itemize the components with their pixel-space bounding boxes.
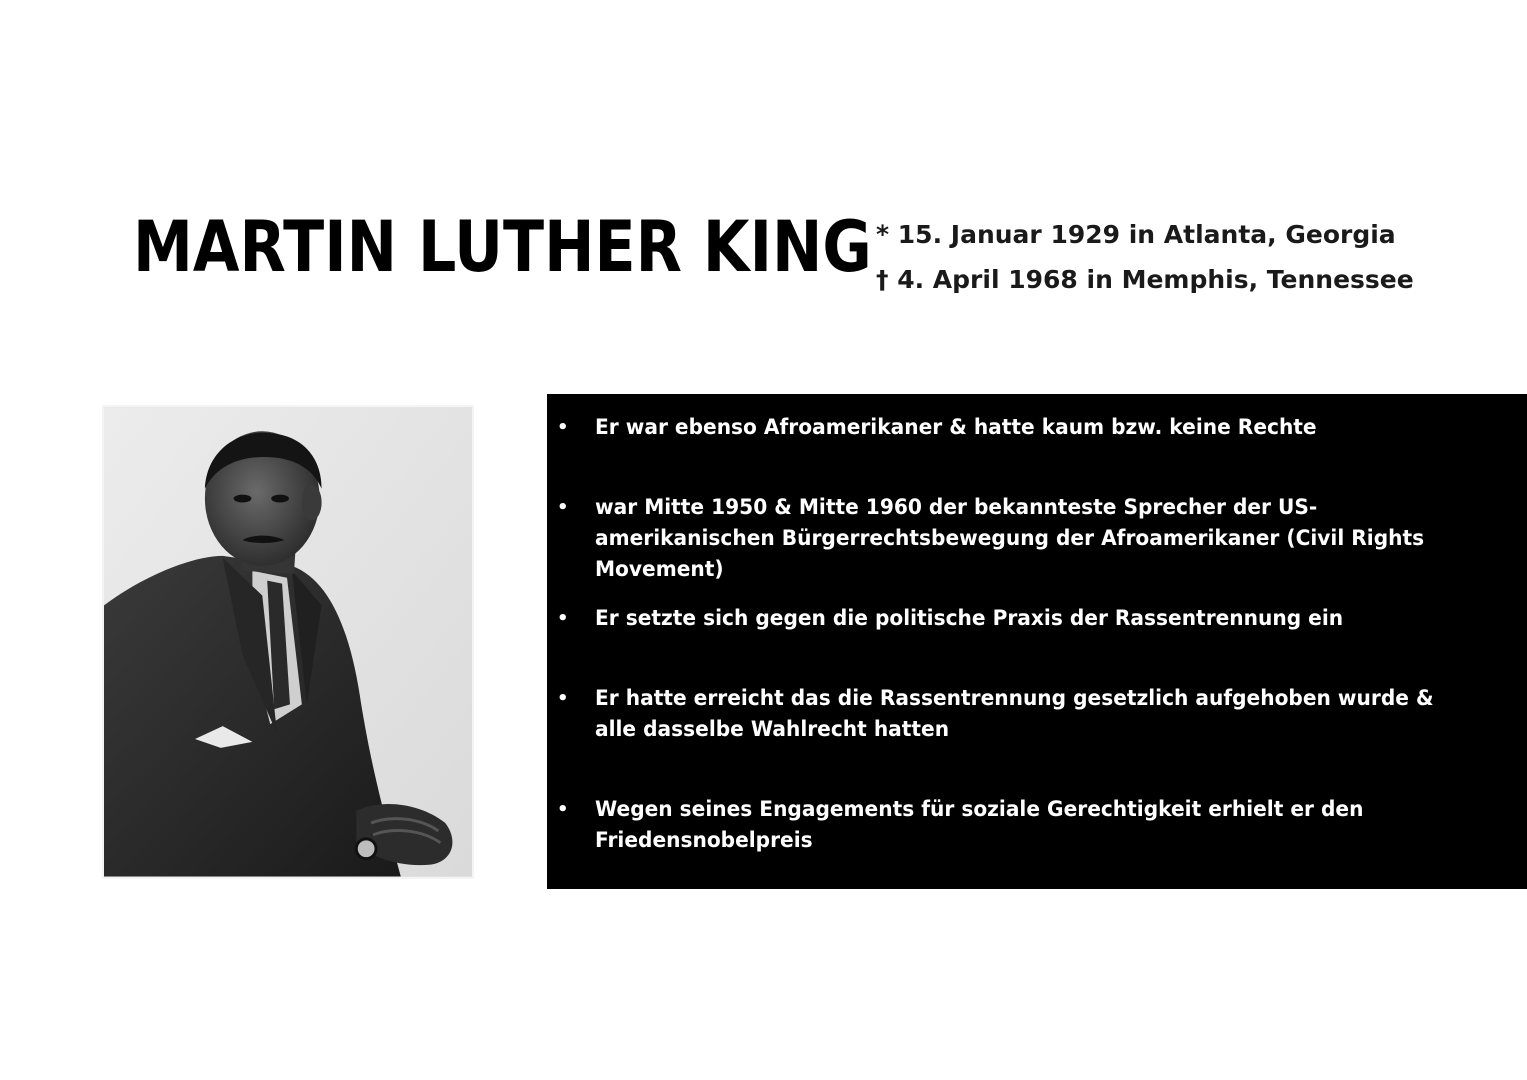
bullet: • <box>557 497 569 518</box>
portrait-photo <box>102 405 474 879</box>
bullet: • <box>557 417 569 438</box>
facts-panel <box>547 394 1527 889</box>
fact-text: Er war ebenso Afroamerikaner & hatte kaum bzw. keine Rechte <box>595 415 1317 439</box>
fact-text: Er hatte erreicht das die Rassentrennung gesetzlich aufgehoben wurde & alle dasselbe Wahlrecht hatten <box>595 686 1434 741</box>
fact-text: Wegen seines Engagements für soziale Gerechtigkeit erhielt er den Friedensnobelpreis <box>595 797 1364 852</box>
life-dates <box>876 212 1414 302</box>
page-title: MARTIN LUTHER KING <box>133 206 872 288</box>
birth-date: * 15. Januar 1929 in Atlanta, Georgia <box>876 220 1396 249</box>
bullet: • <box>557 799 569 820</box>
bullet: • <box>557 688 569 709</box>
fact-text: Er setzte sich gegen die politische Praxis der Rassentrennung ein <box>595 606 1344 630</box>
portrait-illustration <box>104 407 472 877</box>
fact-text: war Mitte 1950 & Mitte 1960 der bekannteste Sprecher der US- amerikanischen Bürgerrechtsbewegung der Afroamerikaner (Civil Rights Movement) <box>595 495 1425 581</box>
bullet: • <box>557 608 569 629</box>
death-date: † 4. April 1968 in Memphis, Tennessee <box>876 265 1414 294</box>
